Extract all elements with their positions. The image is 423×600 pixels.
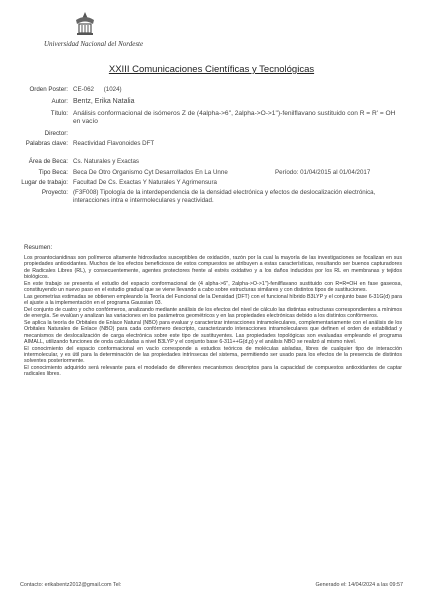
resumen-paragraph: El conocimiento del espacio conformacional en vacío corresponde a estudios teóricos de moléculas aisladas, libres de cualquier tipo de interacción intermolecular, y es útil para la determinación de las propiedades intrínsecas del sistema, permitiendo ser usado para los efectos de la presencia de distintos solventes posteriormente. <box>24 345 402 365</box>
orden-code: CE-062 <box>73 86 94 93</box>
palabras-value: Reactividad Flavonoides DFT <box>73 140 155 147</box>
logo-text: Universidad Nacional del Nordeste <box>44 40 144 48</box>
university-logo <box>44 10 144 62</box>
resumen-title: Resumen: <box>24 244 53 251</box>
autor-label: Autor: <box>51 98 68 105</box>
lugar-value: Facultad De Cs. Exactas Y Naturales Y Agrimensura <box>73 179 217 186</box>
resumen-paragraph: En este trabajo se presenta el estudio del espacio conformacional de (4 alpha->6'', 2alpha->O->1'')-fenilflavano sustituido con R=R=OH en fase gaseosa, constituyendo un nuevo paso en el estudio gradual que se viene llevando a cabo sobre estructuras similares y con distintos tipos de sustituciones. <box>24 280 402 294</box>
area-label: Área de Beca: <box>28 158 68 165</box>
lugar-label: Lugar de trabajo: <box>21 179 68 186</box>
autor-value: Bentz, Erika Natalia <box>73 98 135 105</box>
palabras-label: Palabras clave: <box>25 140 68 147</box>
proyecto-label: Proyecto: <box>41 189 68 196</box>
university-seal-icon <box>70 10 100 38</box>
resumen-body <box>24 255 402 378</box>
footer-contact: Contacto: erikabentz2012@gmail.com Tel: <box>20 582 122 588</box>
footer-generated: Generado el: 14/04/2024 a las 09:57 <box>315 582 403 588</box>
periodo-value: Período: 01/04/2015 al 01/04/2017 <box>275 169 371 176</box>
resumen-paragraph: Se aplica la teoría de Orbitales de Enlace Natural (NBO) para evaluar y caracterizar interacciones intramoleculares, complementariamente con el análisis de los Orbitales Naturales de Enlace (NBO) para cada confórmero descripto, caracterizando interacciones intramoleculares que definen el orden de estabilidad y mecanismos de deslocalización de carga electrónica sobre este tipo de sustituyentes. Las propiedades topológicas son evaluadas empleando el programa AIMALL, utilizando funciones de onda calculadas a nivel B3LYP y el conjunto base 6-311++G(d,p) y el análisis NBO se realizó al mismo nivel. <box>24 319 402 346</box>
area-value: Cs. Naturales y Exactas <box>73 158 140 165</box>
orden-value <box>73 86 122 93</box>
resumen-paragraph: Los proantocianidinas son polímeros altamente hidroxilados susceptibles de oxidación, razón por la cual la mayoría de las investigaciones se focalizan en sus propiedades antioxidantes. Muchos de los efectos beneficiosos de estos compuestos se atribuyen a estas características, resultando ser buenos capturadores de Radicales Libres (RL), y consecuentemente, agentes protectores frente al estrés oxidativo y a los daños inducidos por los RL en membranas y tejidos biológicos. <box>24 255 402 281</box>
resumen-paragraph: Las geometrías estimadas se obtienen empleando la Teoría del Funcional de la Densidad (DFT) con el funcional híbrido B3LYP y el conjunto base 6-31G(d) para el ajuste a la implementación en el programa Gaussian 03. <box>24 293 402 307</box>
resumen-paragraph: Del conjunto de cuatro y ocho confórmeros, analizando mediante análisis de los efectos del nivel de cálculo las distintas estructuras correspondientes a mínimos de energía. Se evalúan y analizan las variaciones en los parámetros geométricos y en las propiedades electrónicas debido a los distintos confórmeros. <box>24 306 402 320</box>
titulo-label: Título: <box>50 110 68 117</box>
orden-label: Orden Poster: <box>29 86 68 93</box>
tipo-value: Beca De Otro Organismo Cyt Desarrollados En La Unne <box>73 169 228 176</box>
tipo-label: Tipo Beca: <box>38 169 68 176</box>
resumen-paragraph: El conocimiento adquirido será relevante para el modelado de diferentes mecanismos descriptos para la capacidad de compuestos antioxidantes de captar radicales libres. <box>24 365 402 378</box>
orden-id: (1024) <box>103 86 122 93</box>
page-title: XXIII Comunicaciones Científicas y Tecnológicas <box>108 64 315 75</box>
director-label: Director: <box>44 130 68 137</box>
proyecto-value: (F3F008) Tipología de la interdependencia de la densidad electrónica y efectos de deslocalización electrónica, interacciones intra e intermoleculares y reactividad. <box>73 189 376 204</box>
titulo-value: Análisis conformacional de isómeros Z de (4alpha->6'', 2alpha->O->1'')-fenilflavano sustituido con R = R' = OH en vacío <box>73 110 396 125</box>
